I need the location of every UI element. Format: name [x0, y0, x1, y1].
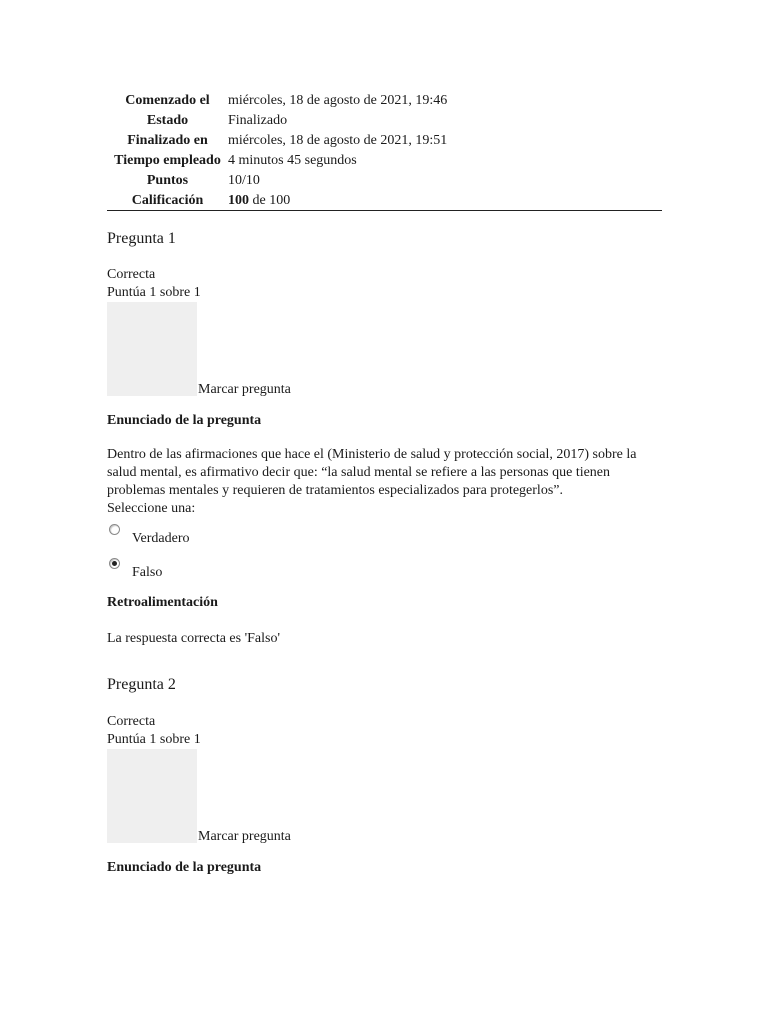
question-statement-heading: Enunciado de la pregunta [107, 413, 262, 428]
summary-label: Calificación [131, 193, 204, 208]
answer-option-false[interactable] [107, 558, 662, 578]
summary-label: Tiempo empleado [114, 153, 221, 168]
question-text: Dentro de las afirmaciones que hace el (Ministerio de salud y protección social, 2017) sobre la salud mental, es afirmativo decir que: “la salud mental se refiere a las personas que tienen problemas mentales y requieren de tratamientos especializados para protegerlos”. [107, 447, 637, 498]
radio-unselected-icon[interactable] [109, 524, 120, 535]
feedback-heading: Retroalimentación [107, 595, 218, 610]
radio-selected-icon[interactable] [109, 558, 120, 569]
question-1 [107, 229, 662, 648]
summary-label: Comenzado el [125, 93, 210, 108]
summary-row-started [107, 91, 662, 111]
summary-value: 10/10 [228, 173, 260, 188]
summary-row-points [107, 171, 662, 191]
answer-prompt: Seleccione una: [107, 501, 196, 516]
grade-score: 100 [228, 193, 249, 208]
summary-value: Finalizado [228, 113, 288, 128]
answer-option-label: Falso [132, 565, 163, 580]
summary-label: Puntos [146, 173, 189, 188]
question-title: Pregunta 1 [107, 230, 176, 247]
summary-row-state [107, 111, 662, 131]
summary-divider [107, 210, 662, 211]
summary-value: miércoles, 18 de agosto de 2021, 19:51 [228, 133, 448, 148]
answer-option-label: Verdadero [132, 531, 190, 546]
flag-question-link[interactable]: Marcar pregunta [198, 829, 291, 844]
question-statement-heading: Enunciado de la pregunta [107, 860, 262, 875]
question-grade: Puntúa 1 sobre 1 [107, 732, 201, 747]
question-2 [107, 675, 662, 877]
question-grade: Puntúa 1 sobre 1 [107, 285, 201, 300]
summary-label: Estado [146, 113, 189, 128]
flag-question-link[interactable]: Marcar pregunta [198, 382, 291, 397]
answer-option-true[interactable] [107, 524, 662, 544]
question-title: Pregunta 2 [107, 676, 176, 693]
flag-icon[interactable] [107, 302, 197, 396]
summary-value: miércoles, 18 de agosto de 2021, 19:46 [228, 93, 448, 108]
feedback-text: La respuesta correcta es 'Falso' [107, 631, 280, 646]
summary-row-finished [107, 131, 662, 151]
summary-value [228, 191, 662, 211]
summary-row-time-taken [107, 151, 662, 171]
summary-label: Finalizado en [127, 133, 208, 148]
grade-total: de 100 [249, 193, 291, 208]
flag-question-area [107, 749, 662, 845]
summary-row-grade [107, 191, 662, 211]
summary-value: 4 minutos 45 segundos [228, 153, 357, 168]
question-status: Correcta [107, 267, 156, 282]
question-status: Correcta [107, 714, 156, 729]
flag-question-area [107, 302, 662, 398]
flag-icon[interactable] [107, 749, 197, 843]
attempt-summary-table [107, 91, 662, 211]
